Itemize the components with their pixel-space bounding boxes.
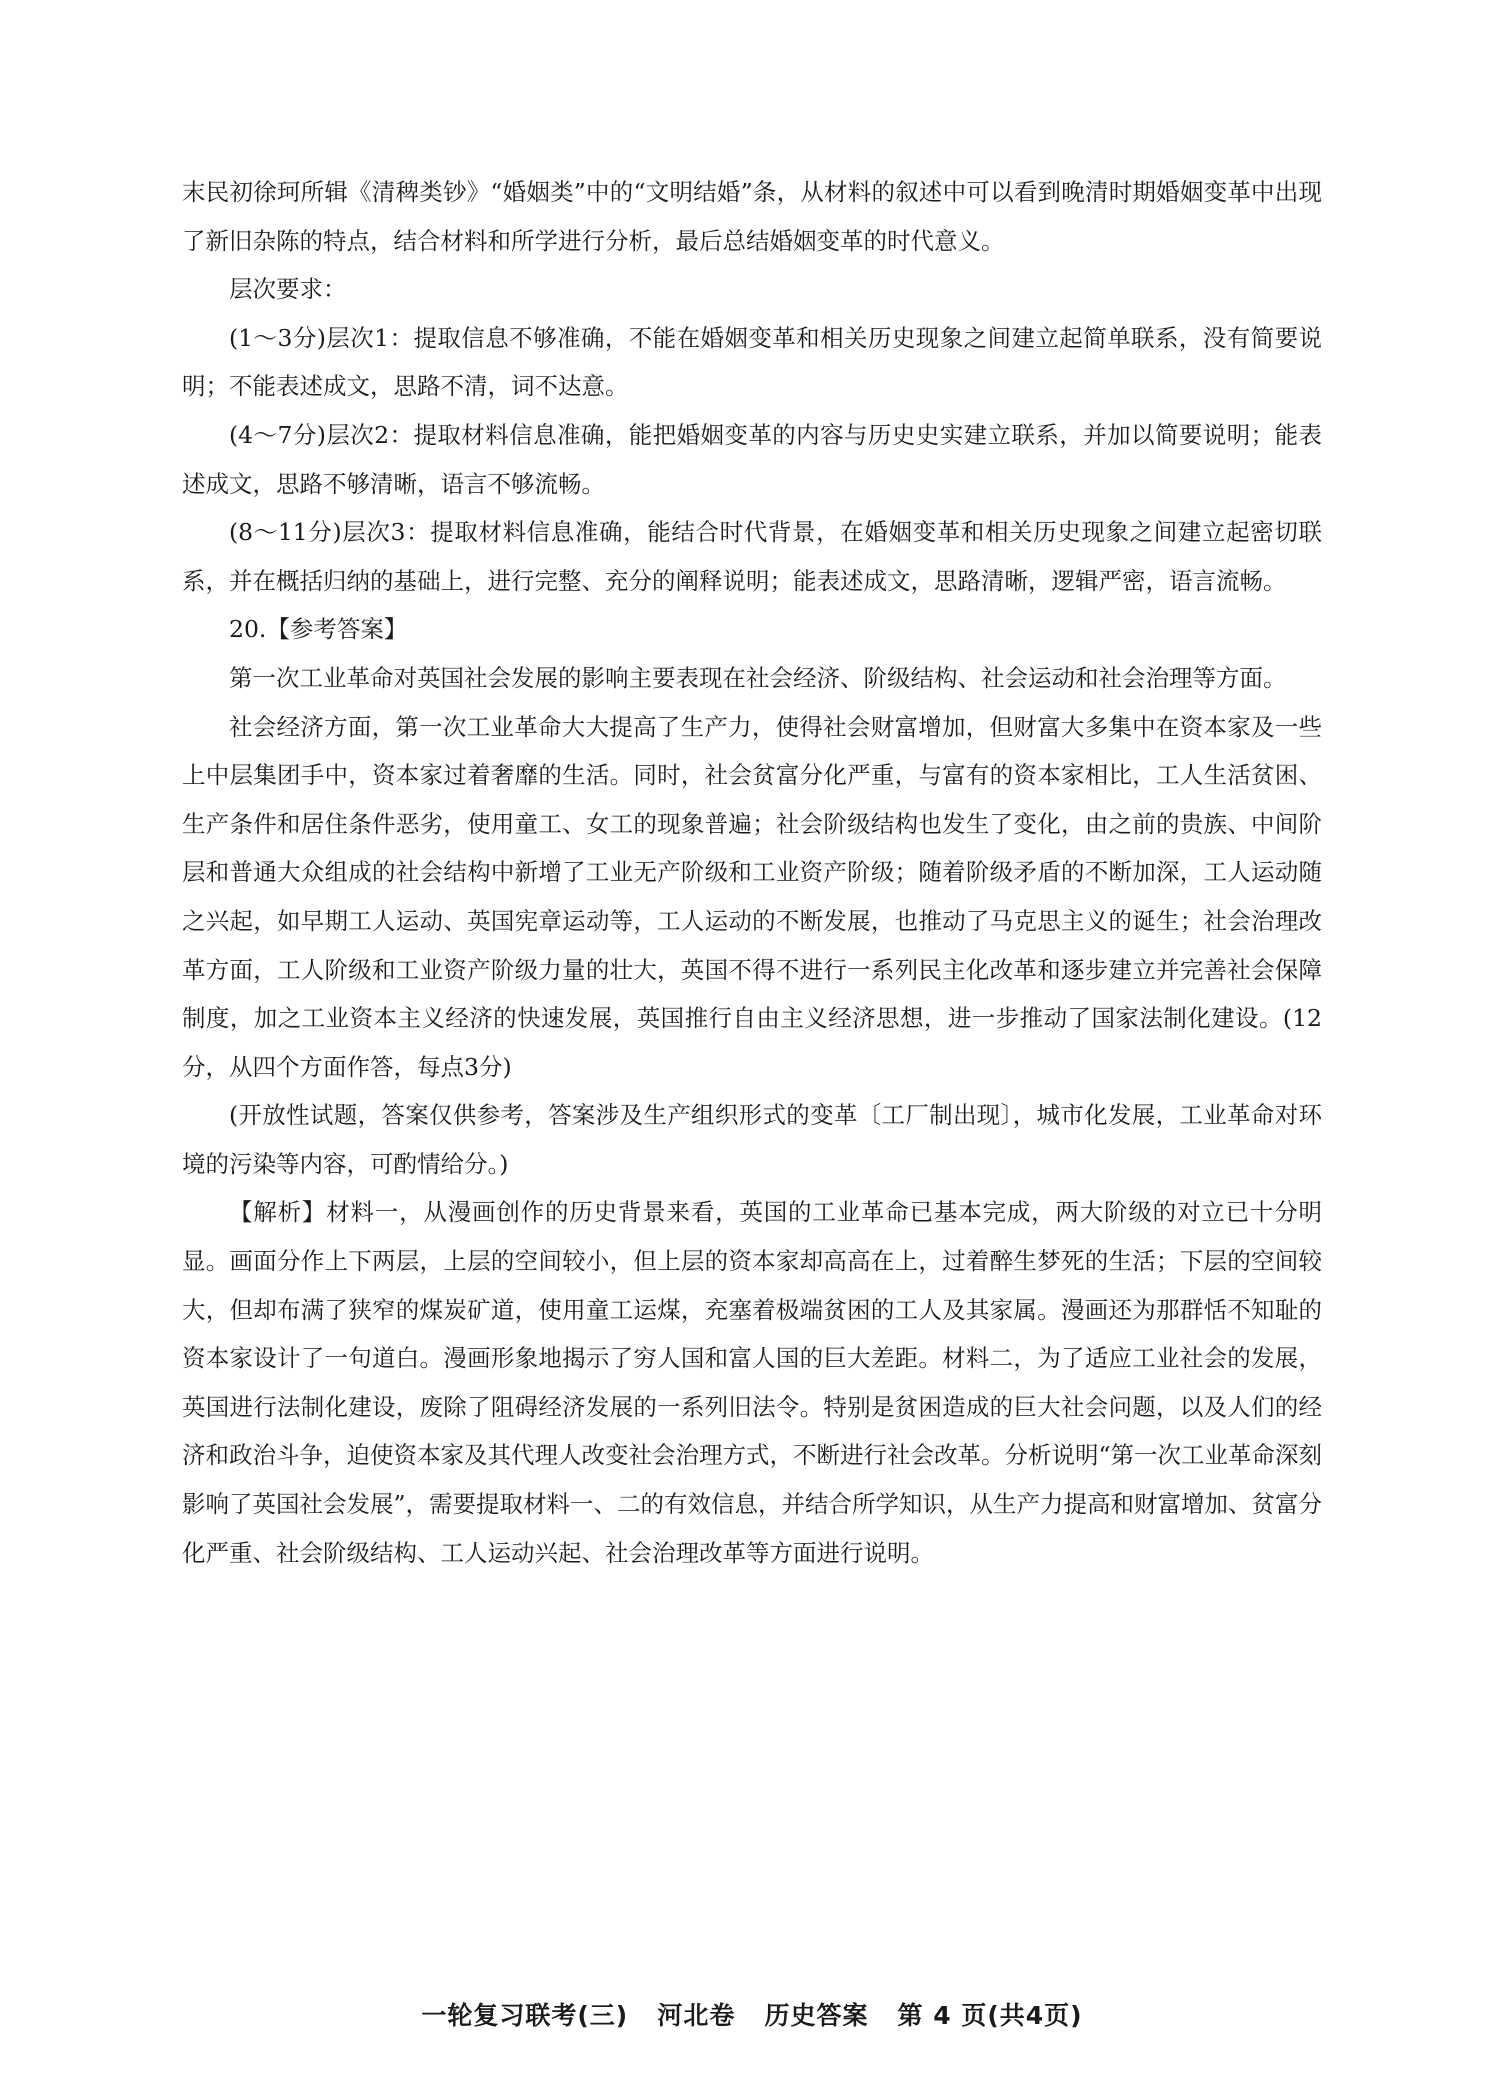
answer-content: [182, 168, 1322, 1577]
paragraph-continuation: 末民初徐珂所辑《清稗类钞》“婚姻类”中的“文明结婚”条，从材料的叙述中可以看到晚清时期婚姻变革中出现了新旧杂陈的特点，结合材料和所学进行分析，最后总结婚姻变革的时代意义。: [182, 178, 1322, 255]
paragraph-analysis: 【解析】材料一，从漫画创作的历史背景来看，英国的工业革命已基本完成，两大阶级的对立已十分明显。画面分作上下两层，上层的空间较小，但上层的资本家却高高在上，过着醉生梦死的生活；下层的空间较大，但却布满了狭窄的煤炭矿道，使用童工运煤，充塞着极端贫困的工人及其家属。漫画还为那群恬不知耻的资本家设计了一句道白。漫画形象地揭示了穷人国和富人国的巨大差距。材料二，为了适应工业社会的发展，英国进行法制化建设，废除了阻碍经济发展的一系列旧法令。特别是贫困造成的巨大社会问题，以及人们的经济和政治斗争，迫使资本家及其代理人改变社会治理方式，不断进行社会改革。分析说明“第一次工业革命深刻影响了英国社会发展”，需要提取材料一、二的有效信息，并结合所学知识，从生产力提高和财富增加、贫富分化严重、社会阶级结构、工人运动兴起、社会治理改革等方面进行说明。: [182, 1198, 1323, 1567]
page-footer: 一轮复习联考(三) 河北卷 历史答案 第 4 页(共4页): [421, 2001, 1083, 2030]
paragraph-answer-summary: 第一次工业革命对英国社会发展的影响主要表现在社会经济、阶级结构、社会运动和社会治理等方面。: [229, 663, 1287, 692]
paragraph-answer-detail: 社会经济方面，第一次工业革命大大提高了生产力，使得社会财富增加，但财富大多集中在资本家及一些上中层集团手中，资本家过着奢靡的生活。同时，社会贫富分化严重，与富有的资本家相比，工人生活贫困、生产条件和居住条件恶劣，使用童工、女工的现象普遍；社会阶级结构也发生了变化，由之前的贵族、中间阶层和普通大众组成的社会结构中新增了工业无产阶级和工业资产阶级；随着阶级矛盾的不断加深，工人运动随之兴起，如早期工人运动、英国宪章运动等，工人运动的不断发展，也推动了马克思主义的诞生；社会治理改革方面，工人阶级和工业资产阶级力量的壮大，英国不得不进行一系列民主化改革和逐步建立并完善社会保障制度，加之工业资本主义经济的快速发展，英国推行自由主义经济思想，进一步推动了国家法制化建设。(12分，从四个方面作答，每点3分): [182, 712, 1322, 1081]
paragraph-level-2: (4～7分)层次2：提取材料信息准确，能把婚姻变革的内容与历史史实建立联系，并加以简要说明；能表述成文，思路不够清晰，语言不够流畅。: [182, 420, 1322, 498]
paragraph-level-1: (1～3分)层次1：提取信息不够准确，不能在婚姻变革和相关历史现象之间建立起简单联系，没有简要说明；不能表述成文，思路不清，词不达意。: [182, 323, 1322, 401]
paragraph-open-question-note: (开放性试题，答案仅供参考，答案涉及生产组织形式的变革〔工厂制出现〕，城市化发展，工业革命对环境的污染等内容，可酌情给分。): [182, 1101, 1322, 1178]
paragraph-level-3: (8～11分)层次3：提取材料信息准确，能结合时代背景，在婚姻变革和相关历史现象之间建立起密切联系，并在概括归纳的基础上，进行完整、充分的阐释说明；能表述成文，思路清晰，逻辑严密，语言流畅。: [182, 518, 1322, 595]
question-20-heading: 20.【参考答案】: [229, 615, 408, 644]
paragraph-level-requirements-heading: 层次要求：: [229, 275, 347, 304]
